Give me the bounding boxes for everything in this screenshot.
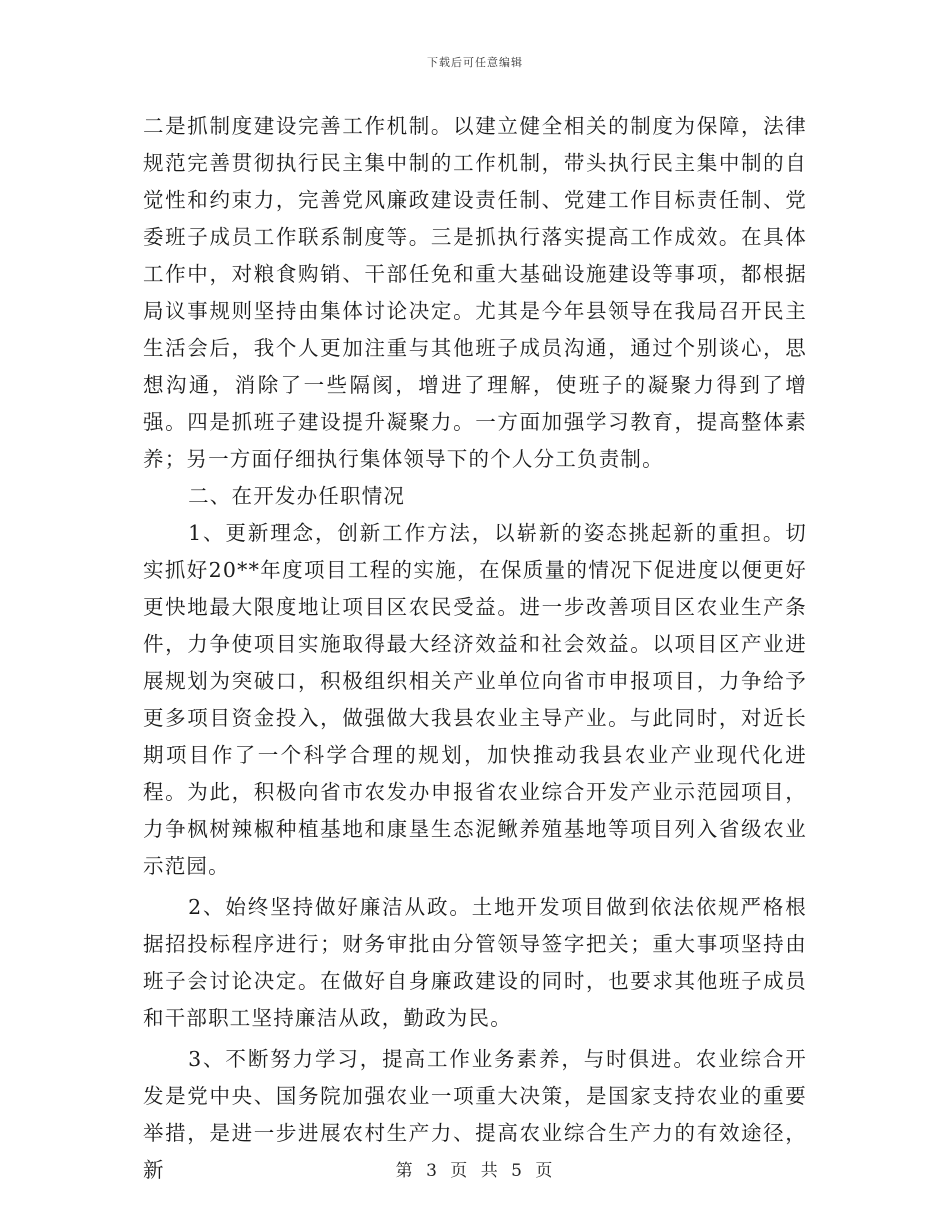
section-heading: 二、在开发办任职情况 <box>188 484 406 508</box>
body-paragraph: 3、不断努力学习，提高工作业务素养，与时俱进。农业综合开发是党中央、国务院加强农业一项重大决策，是国家支持农业的重要举措，是进一步进展农村生产力、提高农业综合生产力的有效途径，新 <box>143 1047 807 1182</box>
body-paragraph: 2、始终坚持做好廉洁从政。土地开发项目做到依法依规严格根据招投标程序进行；财务审批由分管领导签字把关；重大事项坚持由班子会讨论决定。在做好自身廉政建设的同时，也要求其他班子成员和干部职工坚持廉洁从政，勤政为民。 <box>143 895 807 1030</box>
page-header: 下载后可任意编辑 <box>427 56 523 69</box>
document-body <box>143 108 807 1189</box>
body-paragraph: 二是抓制度建设完善工作机制。以建立健全相关的制度为保障，法律规范完善贯彻执行民主集中制的工作机制，带头执行民主集中制的自觉性和约束力，完善党风廉政建设责任制、党建工作目标责任制、党委班子成员工作联系制度等。三是抓执行落实提高工作成效。在具体工作中，对粮食购销、干部任免和重大基础设施建设等事项，都根据局议事规则坚持由集体讨论决定。尤其是今年县领导在我局召开民主生活会后，我个人更加注重与其他班子成员沟通，通过个别谈心，思想沟通，消除了一些隔阂，增进了理解，使班子的凝聚力得到了增强。四是抓班子建设提升凝聚力。一方面加强学习教育，提高整体素养；另一方面仔细执行集体领导下的个人分工负责制。 <box>143 114 807 471</box>
page-number-footer: 第 3 页 共 5 页 <box>395 1161 555 1181</box>
body-paragraph: 1、更新理念，创新工作方法，以崭新的姿态挑起新的重担。切实抓好20**年度项目工程的实施，在保质量的情况下促进度以便更好更快地最大限度地让项目区农民受益。进一步改善项目区农业生产条件，力争使项目实施取得最大经济效益和社会效益。以项目区产业进展规划为突破口，积极组织相关产业单位向省市申报项目，力争给予更多项目资金投入，做强做大我县农业主导产业。与此同时，对近长期项目作了一个科学合理的规划，加快推动我县农业产业现代化进程。为此，积极向省市农发办申报省农业综合开发产业示范园项目，力争枫树辣椒种植基地和康垦生态泥鳅养殖基地等项目列入省级农业示范园。 <box>143 521 807 878</box>
